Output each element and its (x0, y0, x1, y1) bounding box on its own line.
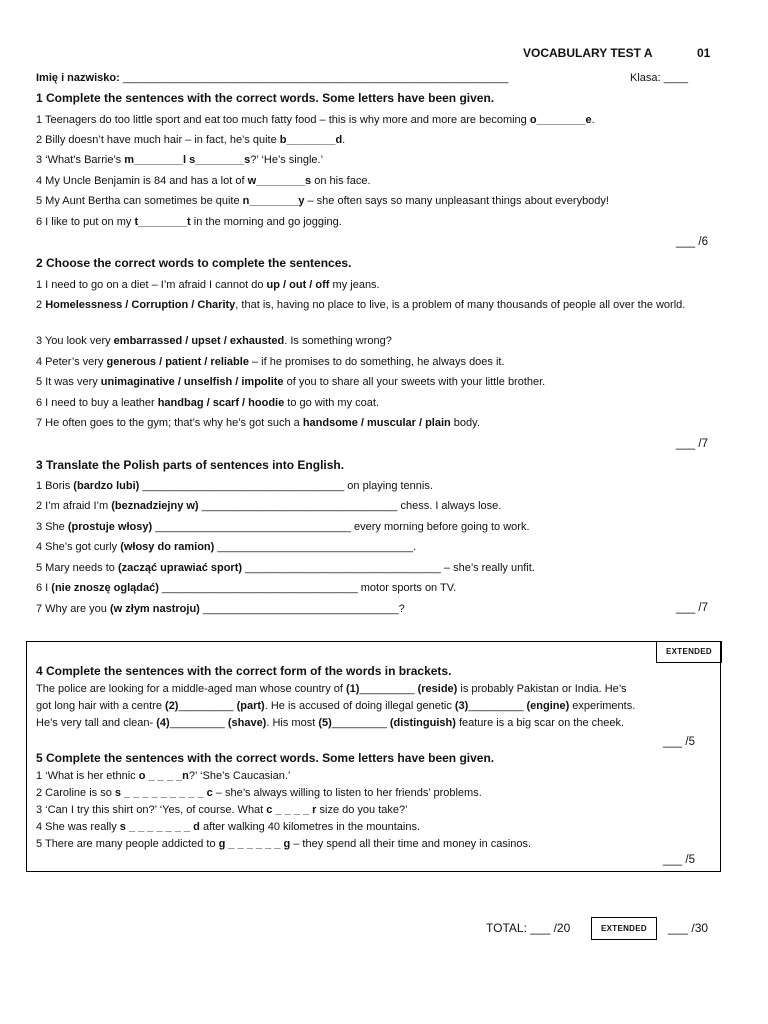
s1-item-2: 2 Billy doesn’t have much hair – in fact, he’s quite b________d. (36, 134, 346, 146)
name-row (36, 71, 508, 85)
s3-item-1: 1 Boris (bardzo lubi) _________________________________ on playing tennis. (36, 480, 433, 492)
class-field[interactable]: Klasa: ____ (630, 72, 689, 84)
total-extended-score: ___ /30 (668, 921, 709, 935)
s3-item-4: 4 She’s got curly (włosy do ramion) ________________________________. (36, 541, 417, 553)
s2-item-1: 1 I need to go on a diet – I’m afraid I cannot do up / out / off my jeans. (36, 279, 380, 291)
section4-heading: 4 Complete the sentences with the correct form of the words in brackets. (36, 664, 452, 678)
s5-item-4: 4 She was really s _ _ _ _ _ _ _ d after walking 40 kilometres in the mountains. (36, 821, 420, 833)
s2-item-3: 3 You look very embarrassed / upset / exhausted. Is something wrong? (36, 335, 392, 347)
section5-heading: 5 Complete the sentences with the correct words. Some letters have been given. (36, 751, 495, 765)
s1-item-6: 6 I like to put on my t________t in the morning and go jogging. (36, 216, 342, 228)
s2-item-2: 2 Homelessness / Corruption / Charity, that is, having no place to live, is a problem of many thousands of people all over the world. (36, 299, 686, 311)
total-score: TOTAL: ___ /20 (486, 921, 571, 935)
s2-item-6: 6 I need to buy a leather handbag / scarf / hoodie to go with my coat. (36, 397, 379, 409)
name-label: Imię i nazwisko: (36, 72, 120, 84)
test-number: 01 (697, 46, 711, 60)
extended-tag: EXTENDED (656, 641, 722, 663)
section3-heading: 3 Translate the Polish parts of sentences into English. (36, 458, 345, 472)
s4-line-2: got long hair with a centre (2)_________ (part). He is accused of doing illegal genetic (3)_________ (engine) experiments. (36, 700, 636, 712)
s2-item-7: 7 He often goes to the gym; that’s why he’s got such a handsome / muscular / plain body. (36, 417, 480, 429)
name-blank[interactable]: _______________________________________________________________ (122, 72, 509, 84)
s2-item-4: 4 Peter’s very generous / patient / reliable – if he promises to do something, he always does it. (36, 356, 505, 368)
test-title: VOCABULARY TEST A (523, 46, 653, 60)
s3-item-5: 5 Mary needs to (zacząć uprawiać sport) ________________________________ – she’s really unfit. (36, 562, 535, 574)
section3-score: ___ /7 (676, 602, 708, 614)
s3-item-2: 2 I’m afraid I’m (beznadziejny w) ________________________________ chess. I always lose. (36, 500, 502, 512)
s5-item-3: 3 ‘Can I try this shirt on?’ ‘Yes, of course. What c _ _ _ _ r size do you take?’ (36, 804, 408, 816)
s4-line-3: He’s very tall and clean- (4)_________ (shave). His most (5)_________ (distinguish) feature is a big scar on the cheek. (36, 717, 625, 729)
section4-score: ___ /5 (663, 736, 695, 748)
s1-item-1: 1 Teenagers do too little sport and eat too much fatty food – this is why more and more are becoming o________e. (36, 114, 595, 126)
section5-score: ___ /5 (663, 854, 695, 866)
s1-item-3: 3 ‘What’s Barrie’s m________l s________s?’ ‘He’s single.’ (36, 154, 324, 166)
s5-item-5: 5 There are many people addicted to g _ _ _ _ _ _ g – they spend all their time and money in casinos. (36, 838, 532, 850)
section2-heading: 2 Choose the correct words to complete the sentences. (36, 256, 352, 270)
section1-score: ___ /6 (676, 236, 708, 248)
section2-score: ___ /7 (676, 438, 708, 450)
s3-item-7: 7 Why are you (w złym nastroju) ________________________________? (36, 603, 405, 615)
s5-item-1: 1 ‘What is her ethnic o _ _ _ _n?’ ‘She’s Caucasian.’ (36, 770, 291, 782)
s1-item-4: 4 My Uncle Benjamin is 84 and has a lot of w________s on his face. (36, 175, 371, 187)
s3-item-3: 3 She (prostuje włosy) ________________________________ every morning before going to work. (36, 521, 530, 533)
s4-line-1: The police are looking for a middle-aged man whose country of (1)_________ (reside) is probably Pakistan or India. He’s (36, 683, 627, 695)
s3-item-6: 6 I (nie znoszę oglądać) ________________________________ motor sports on TV. (36, 582, 457, 594)
s2-item-5: 5 It was very unimaginative / unselfish / impolite of you to share all your sweets with your little brother. (36, 376, 546, 388)
s5-item-2: 2 Caroline is so s _ _ _ _ _ _ _ _ _ c – she’s always willing to listen to her friends’ problems. (36, 787, 482, 799)
total-extended-tag: EXTENDED (591, 917, 657, 940)
s1-item-5: 5 My Aunt Bertha can sometimes be quite n________y – she often says so many unpleasant things about everybody! (36, 195, 609, 207)
section1-heading: 1 Complete the sentences with the correct words. Some letters have been given. (36, 91, 495, 105)
